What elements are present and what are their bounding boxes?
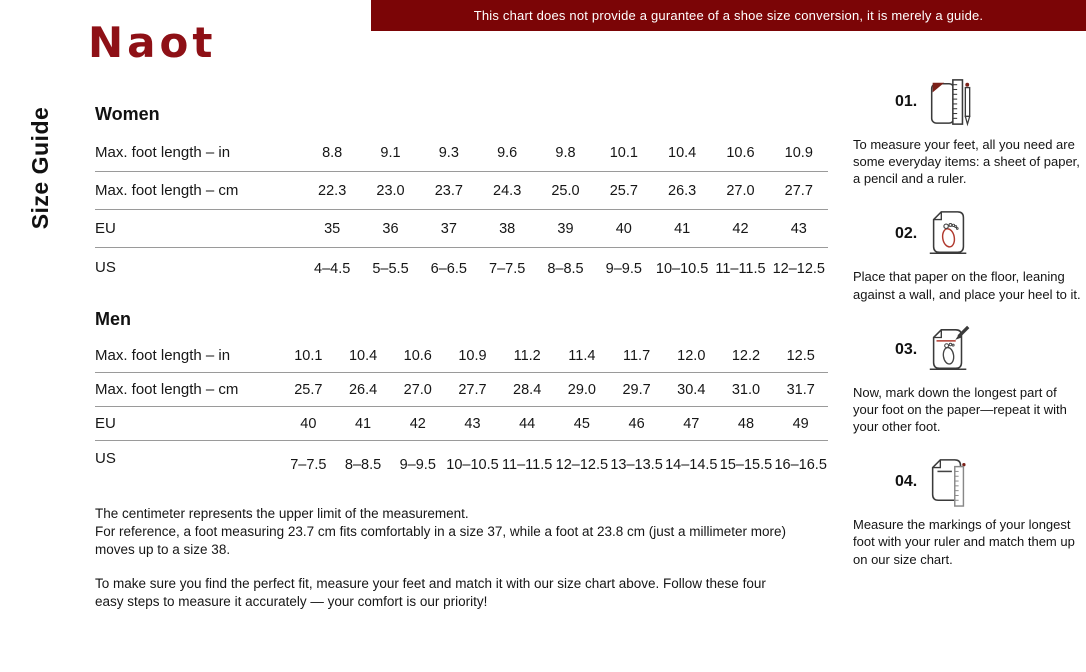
paper-footprint-pencil-icon xyxy=(924,324,974,376)
size-value-cell: 12.0 xyxy=(677,347,706,364)
row-label: Max. foot length – cm xyxy=(95,381,239,398)
size-value-cell: 27.0 xyxy=(403,381,432,398)
size-value-cell: 5–5.5 xyxy=(372,261,409,277)
paper-footprint-icon xyxy=(924,208,974,260)
size-value-cell: 15–15.5 xyxy=(719,457,773,473)
size-value-cell: 9.3 xyxy=(438,144,459,161)
size-value-cell: 46 xyxy=(628,415,645,432)
disclaimer-banner xyxy=(371,0,1086,31)
measurement-note xyxy=(95,505,795,558)
measurement-note-line2: For reference, a foot measuring 23.7 cm fits comfortably in a size 37, while a foot at 23.8 cm (just a millimeter more) moves up to a size 38. xyxy=(95,523,787,557)
step-3 xyxy=(853,324,1083,435)
size-value-cell: 13–13.5 xyxy=(610,457,663,473)
size-value-cell: 23.7 xyxy=(434,182,463,199)
row-label: US xyxy=(95,449,116,467)
size-value-cell: 48 xyxy=(737,415,755,432)
table-row xyxy=(95,339,828,373)
size-value-cell: 12.2 xyxy=(731,347,761,364)
size-value-cell: 45 xyxy=(573,415,590,432)
size-value-cell: 25.7 xyxy=(294,381,323,398)
size-value-cell: 11–11.5 xyxy=(502,457,553,473)
table-row xyxy=(95,172,828,210)
measuring-steps xyxy=(853,76,1083,589)
table-row xyxy=(95,407,828,441)
row-label: US xyxy=(95,258,116,276)
size-value-cell: 8–8.5 xyxy=(547,261,584,277)
fit-note: To make sure you find the perfect fit, measure your feet and match it with our size chart above. Follow these four easy steps to measure it accurately — your comfort is our priority! xyxy=(95,576,766,610)
size-value-cell: 30.4 xyxy=(677,381,706,398)
size-value-cell: 8.8 xyxy=(322,144,343,161)
size-value-cell: 22.3 xyxy=(318,182,347,199)
size-value-cell: 29.7 xyxy=(622,381,651,398)
size-value-cell: 12.5 xyxy=(786,347,815,364)
size-value-cell: 7–7.5 xyxy=(489,261,526,277)
size-value-cell: 10–10.5 xyxy=(655,261,709,277)
size-value-cell: 40 xyxy=(615,220,632,237)
size-value-cell: 38 xyxy=(499,220,516,237)
table-row xyxy=(95,210,828,248)
row-label: Max. foot length – in xyxy=(95,144,231,161)
size-value-cell: 9.8 xyxy=(555,144,576,161)
size-value-cell: 10.9 xyxy=(784,144,813,161)
step-1-text: To measure your feet, all you need are some everyday items: a sheet of paper, a pencil and a ruler. xyxy=(853,137,1080,187)
size-value-cell: 31.7 xyxy=(786,381,815,398)
size-value-cell: 4–4.5 xyxy=(314,261,351,277)
footnotes xyxy=(95,505,795,611)
size-value-cell: 10.4 xyxy=(348,347,378,364)
size-value-cell: 41 xyxy=(354,415,372,432)
table-row xyxy=(95,441,828,475)
size-value-cell: 40 xyxy=(300,415,317,432)
size-value-cell: 9–9.5 xyxy=(605,261,642,277)
table-row xyxy=(95,373,828,407)
size-value-cell: 49 xyxy=(792,415,809,432)
size-value-cell: 36 xyxy=(382,220,399,237)
row-label: Max. foot length – in xyxy=(95,347,231,364)
row-label: EU xyxy=(95,415,116,432)
table-row xyxy=(95,248,828,286)
page-title: Size Guide xyxy=(27,106,53,230)
men-table-title: Men xyxy=(95,309,131,329)
step-1-number: 01. xyxy=(895,93,918,110)
row-label: EU xyxy=(95,220,116,237)
men-size-table xyxy=(95,339,828,475)
size-value-cell: 25.7 xyxy=(609,182,638,199)
size-value-cell: 14–14.5 xyxy=(665,457,718,473)
step-2 xyxy=(853,208,1083,302)
size-value-cell: 39 xyxy=(557,220,574,237)
step-4-number: 04. xyxy=(895,473,918,491)
size-value-cell: 10.9 xyxy=(458,347,487,364)
size-value-cell: 10.4 xyxy=(668,144,697,161)
size-value-cell: 24.3 xyxy=(493,182,522,199)
size-value-cell: 43 xyxy=(790,220,807,237)
size-value-cell: 42 xyxy=(732,220,749,237)
step-3-text: Now, mark down the longest part of your foot on the paper—repeat it with your other foot. xyxy=(853,384,1067,435)
size-value-cell: 31.0 xyxy=(731,381,761,398)
size-tables-area xyxy=(95,104,828,611)
size-value-cell: 9.1 xyxy=(380,144,401,161)
step-4 xyxy=(853,456,1083,567)
step-2-text: Place that paper on the floor, leaning against a wall, and place your heel to it. xyxy=(853,269,1081,302)
size-value-cell: 41 xyxy=(674,220,691,237)
size-value-cell: 28.4 xyxy=(513,381,542,398)
size-value-cell: 27.7 xyxy=(784,182,813,199)
disclaimer-text: This chart does not provide a gurantee of a shoe size conversion, it is merely a guide. xyxy=(473,8,984,23)
size-value-cell: 26.3 xyxy=(668,182,697,199)
step-2-number: 02. xyxy=(895,225,918,243)
size-value-cell: 7–7.5 xyxy=(290,457,327,473)
step-1 xyxy=(853,76,1083,187)
size-value-cell: 8–8.5 xyxy=(344,457,382,473)
size-value-cell: 11.4 xyxy=(568,347,596,364)
paper-ruler-pencil-icon xyxy=(924,76,974,128)
measurement-note-line1: The centimeter represents the upper limit of the measurement. xyxy=(95,506,469,521)
size-value-cell: 11.7 xyxy=(622,347,651,364)
row-label: Max. foot length – cm xyxy=(95,182,239,199)
size-value-cell: 16–16.5 xyxy=(774,457,827,473)
size-value-cell: 12–12.5 xyxy=(772,261,825,277)
size-value-cell: 23.0 xyxy=(376,182,405,199)
size-value-cell: 35 xyxy=(324,220,341,237)
women-table-title: Women xyxy=(95,104,160,124)
size-value-cell: 10–10.5 xyxy=(446,457,499,473)
size-value-cell: 11.2 xyxy=(513,347,541,364)
step-3-number: 03. xyxy=(895,340,918,358)
size-value-cell: 42 xyxy=(409,415,426,432)
women-size-table xyxy=(95,134,828,286)
size-value-cell: 10.1 xyxy=(294,347,323,364)
size-value-cell: 10.6 xyxy=(726,144,755,161)
table-row xyxy=(95,134,828,172)
size-value-cell: 29.0 xyxy=(567,381,596,398)
size-value-cell: 37 xyxy=(440,220,457,237)
size-value-cell: 6–6.5 xyxy=(430,261,467,277)
size-value-cell: 47 xyxy=(683,415,700,432)
size-value-cell: 27.7 xyxy=(458,381,487,398)
size-value-cell: 12–12.5 xyxy=(555,457,609,473)
size-value-cell: 9.6 xyxy=(497,144,518,161)
naot-logo: Naot xyxy=(88,18,217,67)
size-value-cell: 9–9.5 xyxy=(399,457,436,473)
size-value-cell: 25.0 xyxy=(551,182,580,199)
size-value-cell: 10.6 xyxy=(403,347,432,364)
size-value-cell: 43 xyxy=(464,415,481,432)
size-value-cell: 10.1 xyxy=(609,144,638,161)
paper-ruler-icon xyxy=(924,456,974,508)
size-value-cell: 11–11.5 xyxy=(715,261,766,277)
size-value-cell: 26.4 xyxy=(348,381,378,398)
size-value-cell: 27.0 xyxy=(726,182,755,199)
size-value-cell: 44 xyxy=(519,415,536,432)
step-4-text: Measure the markings of your longest foot with your ruler and match them up on our size chart. xyxy=(853,517,1075,567)
